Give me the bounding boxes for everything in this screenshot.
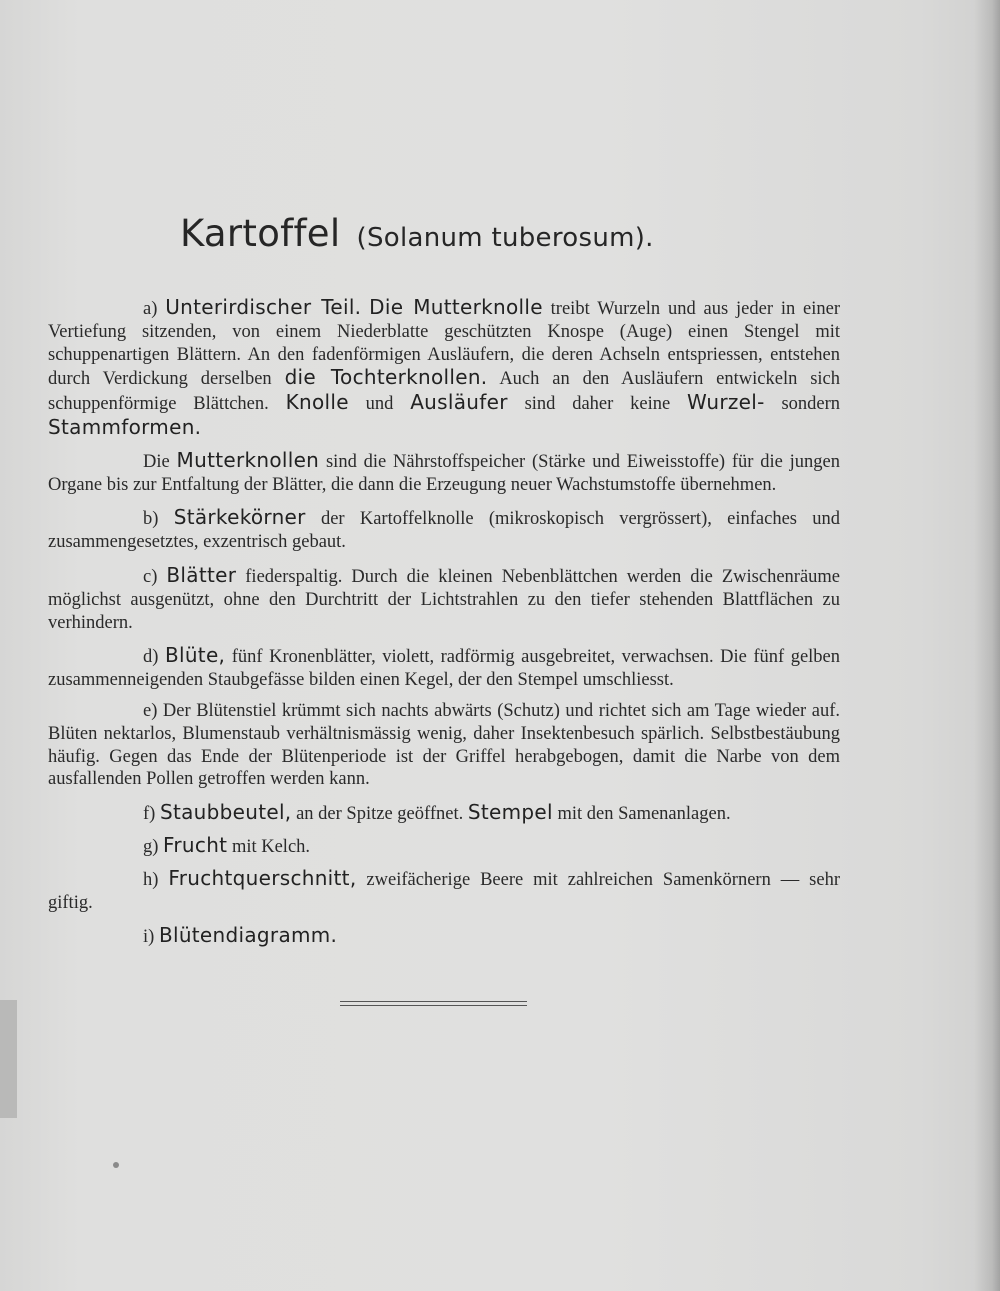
term: Stammformen. — [48, 414, 202, 439]
title-main: Kartoffel — [180, 212, 341, 255]
item-marker: e) — [143, 700, 158, 721]
term: Mutterknollen — [176, 447, 320, 472]
paragraph-text: an der Spitze geöffnet. — [296, 804, 464, 825]
item-heading: Blätter — [166, 562, 237, 587]
paragraph-text: Die — [143, 451, 170, 472]
item-heading: Blüte, — [164, 643, 226, 668]
text-body — [48, 296, 840, 949]
item-heading: Fruchtquerschnitt, — [168, 865, 357, 890]
paragraph-a — [48, 296, 840, 441]
item-heading: Frucht — [163, 832, 228, 857]
item-heading: Stärkekörner — [173, 505, 306, 530]
title-scientific-name: (Solanum tuberosum). — [356, 223, 654, 253]
paragraph-e — [48, 700, 840, 791]
paragraph-b — [48, 506, 840, 554]
page-title — [180, 212, 654, 255]
term: Die Mutterknolle — [369, 295, 543, 319]
paragraph-text: sind die Nährstoffspeicher (Stärke und Eiweisstoffe) für die jungen Organe bis zur Entfaltung der Blätter, die dann die Erzeugung neuer Wachstumstoffe übernehmen. — [48, 451, 841, 495]
term: Wurzel- — [686, 390, 765, 415]
item-heading: Blütendiagramm. — [158, 923, 338, 948]
item-marker: d) — [143, 647, 159, 668]
end-rule-divider — [340, 1001, 527, 1006]
paragraph-text: zweifächerige Beere mit zahlreichen Samenkörnern — sehr giftig. — [48, 869, 841, 913]
item-marker: a) — [143, 299, 158, 319]
paragraph-f — [48, 801, 840, 826]
paper-speck — [113, 1162, 119, 1168]
item-marker: c) — [143, 566, 158, 587]
paragraph-a2 — [48, 449, 840, 497]
item-heading: Stempel — [467, 800, 553, 825]
paragraph-text: treibt Wurzeln und aus jeder in einer Vertiefung sitzenden, von einem Niederblatte geschützten Knospe (Auge) einen Stengel mit schuppenartigen Blättern. An den fadenförmigen Ausläufern, die deren Achseln entspriessen, entstehen durch Verdickung derselben — [48, 299, 841, 390]
item-marker: h) — [143, 869, 159, 890]
paragraph-text: mit den Samenanlagen. — [557, 804, 731, 825]
paragraph-text: fiederspaltig. Durch die kleinen Nebenblättchen werden die Zwischenräume möglichst ausgenützt, ohne den Durchtritt der Lichtstrahlen zu den tiefer stehenden Blattflächen zu verhindern. — [48, 566, 840, 633]
term: Ausläufer — [410, 390, 508, 415]
page-edge-shadow — [974, 0, 1000, 1291]
paragraph-text: sind daher keine — [524, 394, 671, 415]
item-marker: g) — [143, 836, 159, 857]
paragraph-g — [48, 834, 840, 859]
term: die Tochterknollen. — [284, 365, 488, 390]
paragraph-text: der Kartoffelknolle (mikroskopisch vergrössert), einfaches und zusammengesetztes, exzentrisch gebaut. — [48, 509, 841, 553]
paragraph-c — [48, 564, 840, 634]
item-marker: f) — [143, 804, 156, 825]
item-heading: Unterirdischer Teil. — [165, 295, 362, 319]
paragraph-text: mit Kelch. — [231, 836, 311, 857]
paragraph-i — [48, 924, 840, 949]
term: Knolle — [285, 390, 349, 415]
item-marker: b) — [143, 509, 159, 530]
paragraph-d — [48, 644, 840, 692]
paragraph-text: fünf Kronenblätter, violett, radförmig ausgebreitet, verwachsen. Die fünf gelben zusammenneigenden Staubgefässe bilden einen Kegel, der den Stempel umschliesst. — [48, 647, 841, 691]
item-heading: Staubbeutel, — [159, 800, 292, 825]
paragraph-text: und — [365, 394, 394, 415]
page-tab-mark — [0, 1000, 17, 1118]
item-marker: i) — [143, 927, 155, 948]
paragraph-h — [48, 867, 840, 915]
paragraph-text: Auch an den Ausläufern entwickeln sich schuppenförmige Blättchen. — [48, 369, 841, 415]
paragraph-text: Der Blütenstiel krümmt sich nachts abwärts (Schutz) und richtet sich am Tage wieder auf. Blüten nektarlos, Blumenstaub verhältnismässig wenig, daher Insektenbesuch spärlich. Selbstbestäubung häufig. Gegen das Ende der Blütenperiode ist der Griffel herabgebogen, damit die Narbe von dem ausfallenden Pollen getroffen werden kann. — [48, 700, 841, 790]
paragraph-text: sondern — [781, 394, 841, 415]
